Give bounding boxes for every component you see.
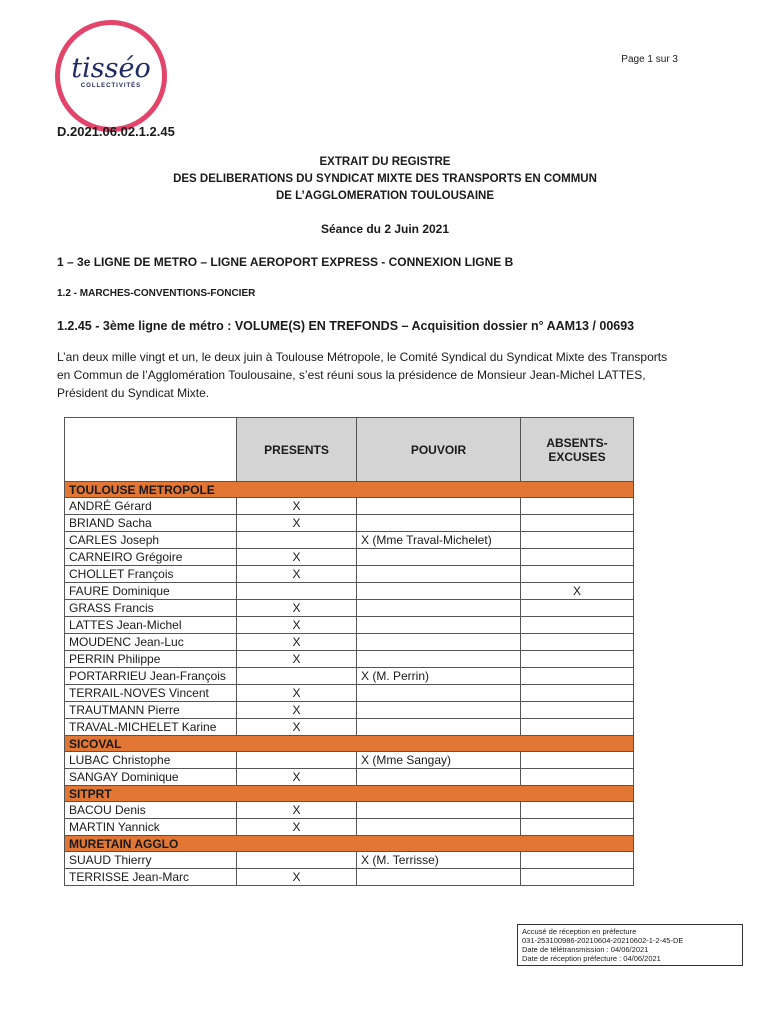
present-cell: X xyxy=(237,498,357,515)
absent-cell xyxy=(521,852,634,869)
present-cell xyxy=(237,852,357,869)
pouvoir-cell xyxy=(357,583,521,600)
absent-cell xyxy=(521,600,634,617)
absent-cell xyxy=(521,617,634,634)
table-row xyxy=(65,685,634,702)
absent-cell xyxy=(521,634,634,651)
receipt-line: Date de réception préfecture : 04/06/2021 xyxy=(522,954,661,963)
pouvoir-cell xyxy=(357,549,521,566)
table-row xyxy=(65,702,634,719)
absent-cell xyxy=(521,498,634,515)
member-name: CARNEIRO Grégoire xyxy=(65,549,237,566)
present-cell xyxy=(237,583,357,600)
member-name: MOUDENC Jean-Luc xyxy=(65,634,237,651)
table-row xyxy=(65,532,634,549)
receipt-line: 031-253100986-20210604-20210602-1-2-45-DE xyxy=(522,936,684,945)
present-cell: X xyxy=(237,802,357,819)
member-name: ANDRÉ Gérard xyxy=(65,498,237,515)
intro-paragraph: L’an deux mille vingt et un, le deux juin à Toulouse Métropole, le Comité Syndical du Syndicat Mixte des Transports en Commun de l’Agglomération Toulousaine, s’est réuni sous la présidence de Monsieur Jean-Michel LATTES, Président du Syndicat Mixte. xyxy=(57,350,668,400)
table-row xyxy=(65,634,634,651)
pouvoir-cell xyxy=(357,566,521,583)
present-cell: X xyxy=(237,617,357,634)
pouvoir-cell: X (M. Perrin) xyxy=(357,668,521,685)
pouvoir-cell xyxy=(357,702,521,719)
member-name: TRAUTMANN Pierre xyxy=(65,702,237,719)
page-number: Page 1 sur 3 xyxy=(621,54,678,65)
present-cell: X xyxy=(237,549,357,566)
section-title-3: 1.2.45 - 3ème ligne de métro : VOLUME(S) EN TREFONDS – Acquisition dossier n° AAM13 / 00693 xyxy=(57,319,635,333)
member-name: BRIAND Sacha xyxy=(65,515,237,532)
absent-cell xyxy=(521,685,634,702)
logo-text: tisséo xyxy=(71,53,151,84)
pouvoir-cell xyxy=(357,719,521,736)
member-name: MARTIN Yannick xyxy=(65,819,237,836)
absent-cell xyxy=(521,651,634,668)
table-row xyxy=(65,719,634,736)
absent-cell xyxy=(521,702,634,719)
absent-cell xyxy=(521,752,634,769)
document-heading xyxy=(0,154,770,205)
member-name: PERRIN Philippe xyxy=(65,651,237,668)
table-row xyxy=(65,852,634,869)
present-cell xyxy=(237,668,357,685)
header-absents-excuses xyxy=(521,418,634,482)
absent-cell xyxy=(521,802,634,819)
receipt-line: Accusé de réception en préfecture xyxy=(522,927,637,936)
group-row xyxy=(65,736,634,752)
member-name: PORTARRIEU Jean-François xyxy=(65,668,237,685)
pouvoir-cell xyxy=(357,498,521,515)
absent-cell xyxy=(521,769,634,786)
table-row xyxy=(65,498,634,515)
table-row xyxy=(65,566,634,583)
member-name: FAURE Dominique xyxy=(65,583,237,600)
pouvoir-cell: X (M. Terrisse) xyxy=(357,852,521,869)
prefecture-receipt-stamp xyxy=(517,924,743,966)
table-header-row xyxy=(65,418,634,482)
present-cell: X xyxy=(237,566,357,583)
deliberation-reference: D.2021.06.02.1.2.45 xyxy=(57,124,175,139)
absent-cell xyxy=(521,819,634,836)
absent-cell xyxy=(521,719,634,736)
table-row xyxy=(65,600,634,617)
pouvoir-cell xyxy=(357,819,521,836)
table-row xyxy=(65,819,634,836)
absent-cell xyxy=(521,566,634,583)
pouvoir-cell xyxy=(357,769,521,786)
group-label: SICOVAL xyxy=(65,736,634,752)
present-cell: X xyxy=(237,634,357,651)
group-row xyxy=(65,482,634,498)
group-row xyxy=(65,836,634,852)
table-row xyxy=(65,515,634,532)
header-name-cell xyxy=(65,418,237,482)
header-absents-line1: ABSENTS- xyxy=(546,435,608,450)
table-row xyxy=(65,802,634,819)
present-cell xyxy=(237,532,357,549)
pouvoir-cell xyxy=(357,634,521,651)
absent-cell xyxy=(521,532,634,549)
heading-line: EXTRAIT DU REGISTRE xyxy=(319,156,451,168)
member-name: SUAUD Thierry xyxy=(65,852,237,869)
present-cell: X xyxy=(237,702,357,719)
tisseo-logo xyxy=(55,20,167,132)
member-name: LUBAC Christophe xyxy=(65,752,237,769)
pouvoir-cell xyxy=(357,515,521,532)
attendance-table xyxy=(64,417,634,886)
absent-cell xyxy=(521,668,634,685)
absent-cell xyxy=(521,869,634,886)
absent-cell xyxy=(521,515,634,532)
present-cell: X xyxy=(237,769,357,786)
absent-cell xyxy=(521,549,634,566)
present-cell xyxy=(237,752,357,769)
member-name: TERRAIL-NOVES Vincent xyxy=(65,685,237,702)
header-presents: PRESENTS xyxy=(237,418,357,482)
group-label: MURETAIN AGGLO xyxy=(65,836,634,852)
member-name: CARLES Joseph xyxy=(65,532,237,549)
table-row xyxy=(65,752,634,769)
present-cell: X xyxy=(237,600,357,617)
group-label: SITPRT xyxy=(65,786,634,802)
pouvoir-cell xyxy=(357,600,521,617)
table-row xyxy=(65,549,634,566)
pouvoir-cell xyxy=(357,685,521,702)
logo-subtitle: COLLECTIVITÉS xyxy=(80,83,142,89)
table-row xyxy=(65,769,634,786)
member-name: GRASS Francis xyxy=(65,600,237,617)
header-absents-line2: EXCUSES xyxy=(548,449,606,464)
present-cell: X xyxy=(237,819,357,836)
absent-cell: X xyxy=(521,583,634,600)
table-row xyxy=(65,583,634,600)
receipt-line: Date de télétransmission : 04/06/2021 xyxy=(522,945,649,954)
pouvoir-cell: X (Mme Sangay) xyxy=(357,752,521,769)
group-label: TOULOUSE METROPOLE xyxy=(65,482,634,498)
heading-line: DES DELIBERATIONS DU SYNDICAT MIXTE DES TRANSPORTS EN COMMUN xyxy=(173,173,597,185)
member-name: TRAVAL-MICHELET Karine xyxy=(65,719,237,736)
pouvoir-cell: X (Mme Traval-Michelet) xyxy=(357,532,521,549)
present-cell: X xyxy=(237,719,357,736)
header-pouvoir: POUVOIR xyxy=(357,418,521,482)
member-name: CHOLLET François xyxy=(65,566,237,583)
present-cell: X xyxy=(237,685,357,702)
table-row xyxy=(65,869,634,886)
pouvoir-cell xyxy=(357,617,521,634)
member-name: LATTES Jean-Michel xyxy=(65,617,237,634)
section-title-2: 1.2 - MARCHES-CONVENTIONS-FONCIER xyxy=(57,288,256,299)
pouvoir-cell xyxy=(357,869,521,886)
member-name: BACOU Denis xyxy=(65,802,237,819)
member-name: TERRISSE Jean-Marc xyxy=(65,869,237,886)
heading-line: DE L’AGGLOMERATION TOULOUSAINE xyxy=(275,190,495,202)
table-row xyxy=(65,617,634,634)
group-row xyxy=(65,786,634,802)
pouvoir-cell xyxy=(357,651,521,668)
member-name: SANGAY Dominique xyxy=(65,769,237,786)
pouvoir-cell xyxy=(357,802,521,819)
present-cell: X xyxy=(237,515,357,532)
present-cell: X xyxy=(237,869,357,886)
table-row xyxy=(65,668,634,685)
seance-date: Séance du 2 Juin 2021 xyxy=(320,222,450,236)
section-title-1: 1 – 3e LIGNE DE METRO – LIGNE AEROPORT EXPRESS - CONNEXION LIGNE B xyxy=(57,255,514,269)
table-row xyxy=(65,651,634,668)
present-cell: X xyxy=(237,651,357,668)
